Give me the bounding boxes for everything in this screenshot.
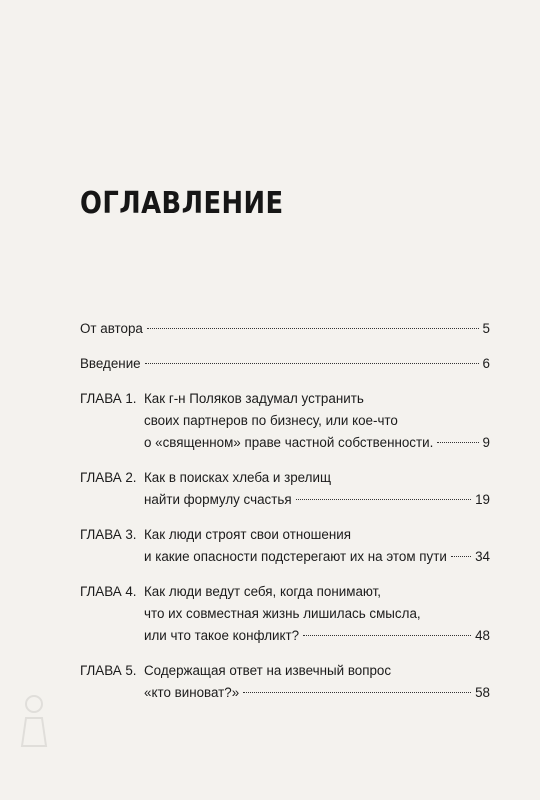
toc-entry-title: Введение — [80, 356, 141, 371]
toc-entry-title-line: Как люди ведут себя, когда понимают, — [144, 584, 382, 599]
toc-entry-title-line: своих партнеров по бизнесу, или кое-что — [144, 413, 398, 428]
toc-entry-chapter-3 — [80, 524, 490, 568]
toc-entry-chapter-2 — [80, 467, 490, 511]
chapter-label: ГЛАВА 3. — [80, 527, 137, 542]
toc-entry-title-line: что их совместная жизнь лишилась смысла, — [144, 606, 421, 621]
faded-ornament-icon — [14, 690, 54, 750]
toc-entry-title-line: Содержащая ответ на извечный вопрос — [144, 663, 392, 678]
dot-leader — [145, 363, 479, 364]
dot-leader — [147, 328, 479, 329]
toc-entry-chapter-4 — [80, 581, 490, 647]
chapter-label: ГЛАВА 5. — [80, 663, 137, 678]
toc-entry-introduction — [80, 353, 490, 375]
toc-entry-title-line: найти формулу счастья — [144, 492, 292, 507]
toc-entry-title-line: «кто виноват?» — [144, 685, 240, 700]
dot-leader — [296, 499, 472, 500]
toc-entry-title: От автора — [80, 321, 143, 336]
chapter-label: ГЛАВА 1. — [80, 391, 137, 406]
page-title: ОГЛАВЛЕНИЕ — [80, 186, 284, 221]
toc-page-number: 58 — [475, 685, 490, 700]
toc-page-number: 5 — [482, 321, 490, 336]
table-of-contents — [80, 318, 490, 704]
toc-page-number: 6 — [482, 356, 490, 371]
toc-entry-title-line: или что такое конфликт? — [144, 628, 300, 643]
toc-page-number: 34 — [475, 549, 490, 564]
toc-entry-title-line: Как люди строят свои отношения — [144, 527, 351, 542]
toc-entry-title-line: и какие опасности подстерегают их на этом пути — [144, 549, 447, 564]
toc-page-number: 48 — [475, 628, 490, 643]
dot-leader — [243, 692, 471, 693]
toc-entry-chapter-1 — [80, 388, 490, 454]
dot-leader — [437, 442, 478, 443]
toc-page-number: 19 — [475, 492, 490, 507]
toc-entry-title-line: о «священном» праве частной собственности. — [144, 435, 434, 450]
chapter-label: ГЛАВА 2. — [80, 470, 137, 485]
dot-leader — [451, 556, 471, 557]
toc-entry-chapter-5 — [80, 660, 490, 704]
toc-entry-title-line: Как г-н Поляков задумал устранить — [144, 391, 364, 406]
toc-entry-title-line: Как в поисках хлеба и зрелищ — [144, 470, 331, 485]
toc-entry-author-foreword — [80, 318, 490, 340]
toc-page-number: 9 — [482, 435, 490, 450]
chapter-label: ГЛАВА 4. — [80, 584, 137, 599]
dot-leader — [303, 635, 471, 636]
